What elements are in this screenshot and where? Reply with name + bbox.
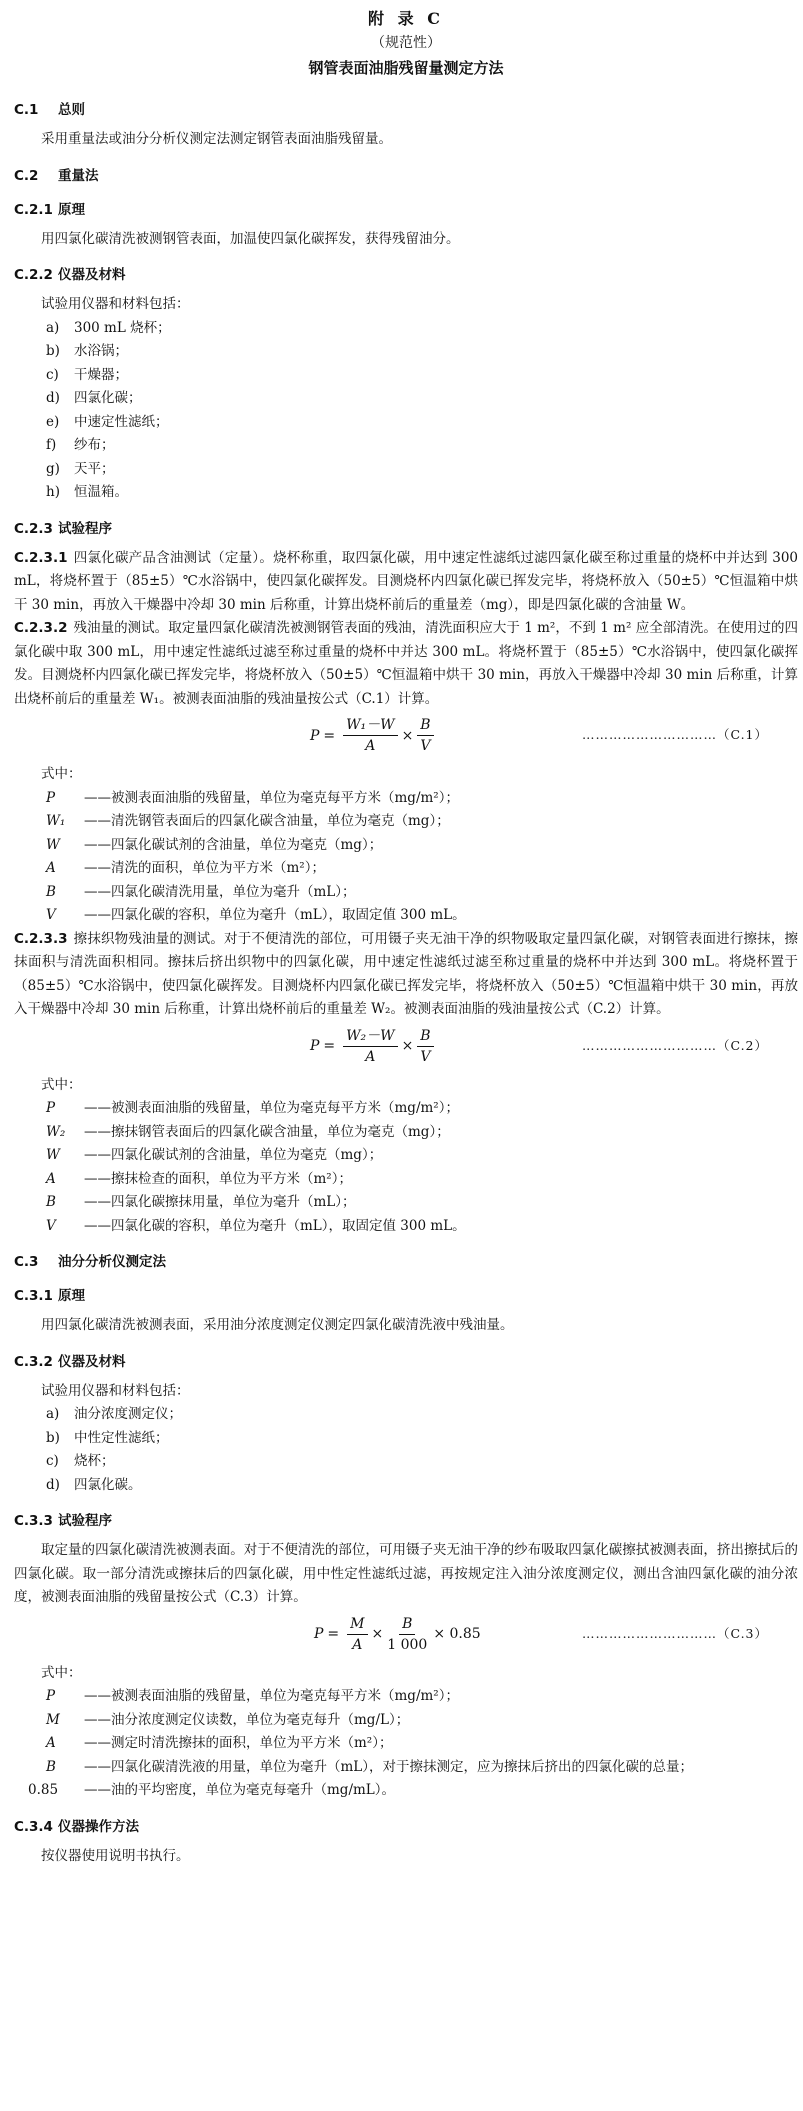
formula-ref: …………………………（C.1） xyxy=(581,727,768,742)
section-c1-heading: C.1 总则 xyxy=(14,102,85,118)
where-label: 式中： xyxy=(41,766,82,782)
formula-c3: P = $\frac{M}{A}$ × $\frac{B}{1 000}$ × 0.85 …………………………（C.3） xyxy=(314,1615,768,1653)
where-label: 式中： xyxy=(41,1664,82,1681)
variable-list xyxy=(14,1097,798,1238)
list-item: d) 四氯化碳； xyxy=(46,390,142,406)
where-label: 式中： xyxy=(41,1076,82,1093)
list-item: h) 恒温箱。 xyxy=(46,484,128,500)
variable-row: P ——被测表面油脂的残留量，单位为毫克每平方米（mg/m²）； xyxy=(46,1688,459,1704)
variable-row: A ——测定时清洗擦抹的面积，单位为平方米（m²）； xyxy=(46,1735,393,1751)
section-c23-heading: C.2.3 试验程序 xyxy=(14,520,112,537)
section-c33-text: 取定量的四氯化碳清洗被测表面。对于不便清洗的部位，可用镊子夹无油干净的纱布吸取四氯化碳擦拭被测表面，挤出擦拭后的四氯化碳。取一部分清洗或擦抹后的四氯化碳，用中性定性滤纸过滤，再按规定注入油分浓度测定仪，测出含油四氯化碳的油分浓度，被测表面油脂的残留量按公式（C.3）计算。 xyxy=(14,1542,798,1605)
list-item: b) 中性定性滤纸； xyxy=(46,1429,169,1446)
clause-c232: C.2.3.2 残油量的测试。取定量四氯化碳清洗被测钢管表面的残油，清洗面积应大于 1 m²，不到 1 m² 应全部清洗。在使用过的四氯化碳中取 300 mL，用中速定性滤纸过滤至称过重量的烧杯中并达 300 mL。将烧杯置于（85±5）℃水浴锅中，使四氯化碳挥发。目测烧杯内四氯化碳已挥发完毕，将烧杯放入（50±5）℃恒温箱中烘干 30 min，再放入干燥器中冷却 30 min 后称重，计算出烧杯前后的重量差 W₁。被测表面油脂的残油量按公式（C.1）计算。 xyxy=(14,620,798,707)
section-c22-list xyxy=(14,317,798,505)
variable-row: B ——四氯化碳擦抹用量，单位为毫升（mL）； xyxy=(46,1194,356,1210)
variable-row: W ——四氯化碳试剂的含油量，单位为毫克（mg）； xyxy=(46,1147,383,1163)
variable-row: P ——被测表面油脂的残留量，单位为毫克每平方米（mg/m²）； xyxy=(46,789,459,806)
section-c22-intro: 试验用仪器和材料包括： xyxy=(41,296,190,312)
variable-row: A ——清洗的面积，单位为平方米（m²）； xyxy=(46,860,325,876)
section-c31-heading: C.3.1 原理 xyxy=(14,1288,85,1304)
formula-c1: P = $\frac{\text{W₁－W}}{A}$ × $\frac{B}{V}$ …………………………（C.1） xyxy=(310,717,768,754)
variable-list xyxy=(14,1685,798,1803)
clause-c233: C.2.3.3 擦抹织物残油量的测试。对于不便清洗的部位，可用镊子夹无油干净的织物吸取定量四氯化碳，对钢管表面进行擦抹，擦抹面积与清洗面积相同。擦抹后挤出织物中的四氯化碳，用中速定性滤纸过滤至称过重量的烧杯中并达到 300 mL。将烧杯置于（85±5）℃水浴锅中，使四氯化碳挥发。目测烧杯内四氯化碳已挥发完毕，将烧杯放入（50±5）℃恒温箱中烘干 30 min，再放入干燥器中冷却 30 min 后称重，计算出烧杯前后的重量差 W₂。被测表面油脂的残油量按公式（C.2）计算。 xyxy=(14,930,798,1017)
variable-row: W ——四氯化碳试剂的含油量，单位为毫克（mg）； xyxy=(46,836,383,853)
list-item: f) 纱布； xyxy=(46,437,115,453)
formula-c2: P = $\frac{\text{W₂－W}}{A}$ × $\frac{B}{V}$ …………………………（C.2） xyxy=(310,1027,768,1065)
section-c34-text: 按仪器使用说明书执行。 xyxy=(41,1847,190,1864)
section-c31-text: 用四氯化碳清洗被测表面，采用油分浓度测定仪测定四氯化碳清洗液中残油量。 xyxy=(41,1317,514,1333)
section-c32-list xyxy=(14,1403,798,1497)
normative-label: （规范性） xyxy=(371,35,441,51)
formula-ref: …………………………（C.2） xyxy=(581,1037,768,1053)
variable-row: V ——四氯化碳的容积，单位为毫升（mL），取固定值 300 mL。 xyxy=(46,1217,466,1234)
variable-row: P ——被测表面油脂的残留量，单位为毫克每平方米（mg/m²）； xyxy=(46,1100,459,1116)
section-c21-text: 用四氯化碳清洗被测钢管表面，加温使四氯化碳挥发，获得残留油分。 xyxy=(41,230,460,247)
section-c3-heading: C.3 油分分析仪测定法 xyxy=(14,1254,166,1270)
variable-row: B ——四氯化碳清洗用量，单位为毫升（mL）； xyxy=(46,883,356,900)
variable-row: W₁ ——清洗钢管表面后的四氯化碳含油量，单位为毫克（mg）； xyxy=(46,813,450,829)
variable-row: A ——擦抹检查的面积，单位为平方米（m²）； xyxy=(46,1170,352,1187)
section-c22-heading: C.2.2 仪器及材料 xyxy=(14,267,126,283)
list-item: c) 烧杯； xyxy=(46,1453,115,1469)
list-item: d) 四氯化碳。 xyxy=(46,1476,142,1493)
appendix-label: 附 录 C xyxy=(368,9,444,28)
section-c33-heading: C.3.3 试验程序 xyxy=(14,1513,112,1529)
section-c1-text: 采用重量法或油分分析仪测定法测定钢管表面油脂残留量。 xyxy=(41,131,392,147)
variable-row: V ——四氯化碳的容积，单位为毫升（mL），取固定值 300 mL。 xyxy=(46,907,466,923)
variable-row: 0.85 ——油的平均密度，单位为毫克每毫升（mg/mL）。 xyxy=(28,1782,396,1798)
list-item: g) 天平； xyxy=(46,460,115,477)
section-c34-heading: C.3.4 仪器操作方法 xyxy=(14,1818,139,1835)
list-item: b) 水浴锅； xyxy=(46,343,128,359)
appendix-header xyxy=(14,8,798,80)
variable-list xyxy=(14,787,798,928)
variable-row: W₂ ——擦抹钢管表面后的四氯化碳含油量，单位为毫克（mg）； xyxy=(46,1123,450,1140)
section-c2-heading: C.2 重量法 xyxy=(14,167,99,184)
section-c21-heading: C.2.1 原理 xyxy=(14,201,85,218)
appendix-title: 钢管表面油脂残留量测定方法 xyxy=(308,59,504,77)
formula-ref: …………………………（C.3） xyxy=(581,1625,768,1641)
list-item: a) 300 mL 烧杯； xyxy=(46,319,171,336)
variable-row: M ——油分浓度测定仪读数，单位为毫克每升（mg/L）； xyxy=(46,1711,410,1728)
section-c32-intro: 试验用仪器和材料包括： xyxy=(41,1382,190,1399)
list-item: a) 油分浓度测定仪； xyxy=(46,1406,182,1422)
variable-row: B ——四氯化碳清洗液的用量，单位为毫升（mL），对于擦抹测定，应为擦抹后挤出的四氯化碳的总量； xyxy=(46,1758,694,1775)
section-c32-heading: C.3.2 仪器及材料 xyxy=(14,1353,126,1370)
list-item: e) 中速定性滤纸； xyxy=(46,413,169,430)
list-item: c) 干燥器； xyxy=(46,366,128,383)
document-page xyxy=(14,8,798,1868)
clause-c231: C.2.3.1 四氯化碳产品含油测试（定量）。烧杯称重，取四氯化碳，用中速定性滤纸过滤四氯化碳至称过重量的烧杯中并达到 300 mL，将烧杯置于（85±5）℃水浴锅中，使四氯化碳挥发。目测烧杯内四氯化碳已挥发完毕，将烧杯放入（50±5）℃恒温箱中烘干 30 min，再放入干燥器中冷却 30 min 后称重，计算出烧杯前后的重量差（mg），即是四氯化碳的含油量 W。 xyxy=(14,549,798,613)
